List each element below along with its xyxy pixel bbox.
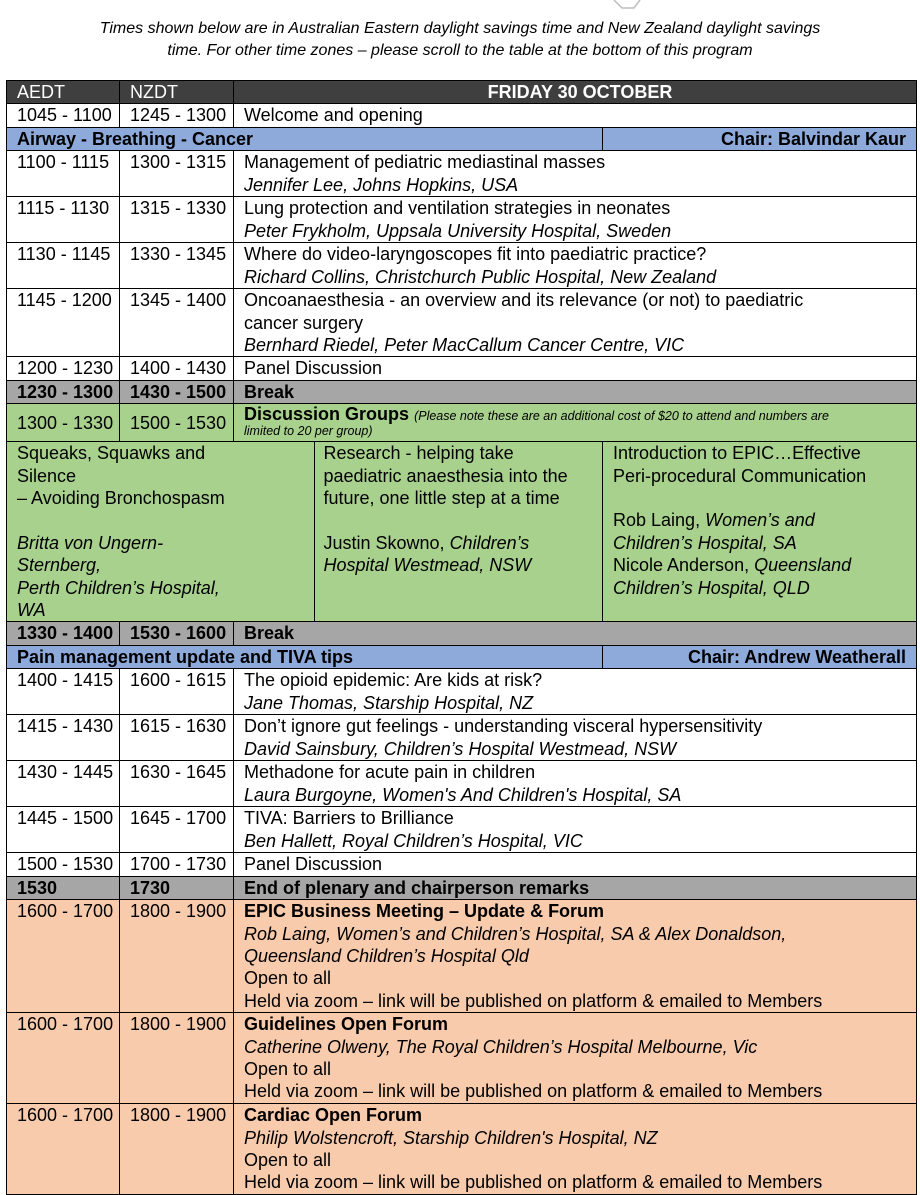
break-row bbox=[7, 622, 917, 645]
nzdt-time: 1300 - 1315 bbox=[120, 151, 234, 197]
talk-cell bbox=[234, 807, 917, 853]
program-table bbox=[6, 80, 917, 1195]
program-row bbox=[7, 289, 917, 357]
timezone-note bbox=[0, 18, 920, 62]
forum-open: Open to all bbox=[244, 1149, 332, 1170]
aedt-time: 1530 bbox=[7, 876, 120, 899]
header-row bbox=[7, 81, 917, 104]
session-chair: Chair: Balvindar Kaur bbox=[603, 127, 917, 150]
talk-title: TIVA: Barriers to Brilliance bbox=[244, 808, 454, 829]
forum-cell bbox=[234, 900, 917, 1013]
nzdt-time: 1330 - 1345 bbox=[120, 243, 234, 289]
talk-cell bbox=[234, 197, 917, 243]
aedt-time: 1300 - 1330 bbox=[7, 404, 120, 442]
nzdt-time: 1800 - 1900 bbox=[120, 1104, 234, 1195]
talk-speaker: Jane Thomas, Starship Hospital, NZ bbox=[244, 692, 534, 713]
nzdt-time: 1245 - 1300 bbox=[120, 104, 234, 127]
aedt-time: 1500 - 1530 bbox=[7, 853, 120, 876]
nzdt-header: NZDT bbox=[120, 81, 234, 104]
aedt-time: 1145 - 1200 bbox=[7, 289, 120, 357]
group-1-title: Squeaks, Squawks and Silence bbox=[17, 443, 206, 486]
nzdt-time: 1600 - 1615 bbox=[120, 669, 234, 715]
nzdt-time: 1400 - 1430 bbox=[120, 357, 234, 380]
talk-cell bbox=[234, 715, 917, 761]
nzdt-time: 1630 - 1645 bbox=[120, 761, 234, 807]
timezone-note-line2: time. For other time zones – please scroll to the table at the bottom of this program bbox=[167, 42, 753, 59]
aedt-time: 1100 - 1115 bbox=[7, 151, 120, 197]
forum-row bbox=[7, 1104, 917, 1195]
nzdt-time: 1615 - 1630 bbox=[120, 715, 234, 761]
forum-title: EPIC Business Meeting – Update & Forum bbox=[244, 901, 605, 922]
session-chair: Chair: Andrew Weatherall bbox=[603, 645, 917, 668]
program-row bbox=[7, 669, 917, 715]
nzdt-time: 1530 - 1600 bbox=[120, 622, 234, 645]
group-3-speaker-2-hospital: Children’s Hospital, QLD bbox=[613, 577, 810, 598]
session-title: Panel Discussion bbox=[234, 357, 917, 380]
forum-zoom-note: Held via zoom – link will be published on platform & emailed to Members bbox=[244, 990, 823, 1011]
group-1-title-continued: – Avoiding Bronchospasm bbox=[17, 488, 225, 509]
nzdt-time: 1430 - 1500 bbox=[120, 380, 234, 403]
group-3-speaker: Rob Laing, Women’s and bbox=[613, 510, 815, 531]
forum-row bbox=[7, 1013, 917, 1104]
group-1 bbox=[7, 442, 234, 622]
talk-speaker: Ben Hallett, Royal Children’s Hospital, VIC bbox=[244, 830, 583, 851]
nzdt-time: 1800 - 1900 bbox=[120, 1013, 234, 1104]
talk-speaker: Richard Collins, Christchurch Public Hospital, New Zealand bbox=[244, 266, 717, 287]
talk-cell bbox=[234, 151, 917, 197]
talk-title: Where do video-laryngoscopes fit into paediatric practice? bbox=[244, 244, 707, 265]
program-row bbox=[7, 151, 917, 197]
talk-speaker: Peter Frykholm, Uppsala University Hospital, Sweden bbox=[244, 220, 672, 241]
forum-title: Cardiac Open Forum bbox=[244, 1105, 423, 1126]
end-row bbox=[7, 876, 917, 899]
group-2-title-continued: future, one little step at a time bbox=[323, 488, 560, 509]
group-2-title-continued: paediatric anaesthesia into the bbox=[323, 465, 568, 486]
timezone-note-line1: Times shown below are in Australian Eastern daylight savings time and New Zealand daylight savings bbox=[99, 20, 821, 37]
session-name: Pain management update and TIVA tips bbox=[7, 645, 603, 668]
forum-speaker: Philip Wolstencroft, Starship Children's Hospital, NZ bbox=[244, 1127, 658, 1148]
talk-cell bbox=[234, 289, 917, 357]
nzdt-time: 1315 - 1330 bbox=[120, 197, 234, 243]
talk-title: Methadone for acute pain in children bbox=[244, 762, 536, 783]
group-1-speaker: Britta von Ungern-Sternberg, bbox=[17, 532, 164, 576]
talk-speaker: Jennifer Lee, Johns Hopkins, USA bbox=[244, 174, 519, 195]
discussion-groups-row bbox=[7, 442, 917, 622]
talk-title: Oncoanaesthesia - an overview and its relevance (or not) to paediatric bbox=[244, 290, 804, 311]
group-2 bbox=[234, 442, 603, 622]
aedt-time: 1045 - 1100 bbox=[7, 104, 120, 127]
forum-speaker: Rob Laing, Women’s and Children’s Hospital, SA & Alex Donaldson, bbox=[244, 923, 787, 944]
talk-title: Lung protection and ventilation strategies in neonates bbox=[244, 198, 671, 219]
break-label: Break bbox=[234, 622, 917, 645]
forum-open: Open to all bbox=[244, 1058, 332, 1079]
aedt-time: 1600 - 1700 bbox=[7, 900, 120, 1013]
break-row bbox=[7, 380, 917, 403]
group-3 bbox=[603, 442, 917, 622]
nzdt-time: 1730 bbox=[120, 876, 234, 899]
end-label: End of plenary and chairperson remarks bbox=[234, 876, 917, 899]
forum-cell bbox=[234, 1013, 917, 1104]
talk-speaker: David Sainsbury, Children’s Hospital Westmead, NSW bbox=[244, 738, 677, 759]
talk-speaker: Laura Burgoyne, Women's And Children's Hospital, SA bbox=[244, 784, 682, 805]
program-row bbox=[7, 357, 917, 380]
session-title: Welcome and opening bbox=[234, 104, 917, 127]
aedt-time: 1130 - 1145 bbox=[7, 243, 120, 289]
aedt-time: 1445 - 1500 bbox=[7, 807, 120, 853]
group-3-title-continued: Peri-procedural Communication bbox=[613, 465, 867, 486]
forum-title: Guidelines Open Forum bbox=[244, 1014, 449, 1035]
program-row bbox=[7, 853, 917, 876]
talk-title: The opioid epidemic: Are kids at risk? bbox=[244, 670, 543, 691]
group-2-title: Research - helping take bbox=[323, 443, 514, 464]
aedt-time: 1230 - 1300 bbox=[7, 380, 120, 403]
aedt-time: 1600 - 1700 bbox=[7, 1013, 120, 1104]
group-3-title: Introduction to EPIC…Effective bbox=[613, 443, 861, 464]
program-row bbox=[7, 243, 917, 289]
program-row bbox=[7, 715, 917, 761]
aedt-time: 1430 - 1445 bbox=[7, 761, 120, 807]
talk-cell bbox=[234, 243, 917, 289]
group-1-speaker-hospital: Perth Children’s Hospital, WA bbox=[17, 577, 220, 621]
discussion-cell bbox=[234, 404, 917, 442]
discussion-note-continued: limited to 20 per group) bbox=[244, 424, 373, 439]
program-row bbox=[7, 807, 917, 853]
talk-title: Management of pediatric mediastinal masses bbox=[244, 152, 606, 173]
forum-open: Open to all bbox=[244, 968, 332, 989]
break-label: Break bbox=[234, 380, 917, 403]
aedt-time: 1115 - 1130 bbox=[7, 197, 120, 243]
forum-speaker-continued: Queensland Children’s Hospital Qld bbox=[244, 945, 529, 966]
program-row bbox=[7, 761, 917, 807]
aedt-time: 1330 - 1400 bbox=[7, 622, 120, 645]
program-row bbox=[7, 197, 917, 243]
group-3-speaker-2: Nicole Anderson, Queensland bbox=[613, 555, 852, 576]
talk-title-continued: cancer surgery bbox=[244, 312, 364, 333]
group-2-speaker: Justin Skowno, Children’s bbox=[323, 532, 530, 553]
nzdt-time: 1345 - 1400 bbox=[120, 289, 234, 357]
forum-row bbox=[7, 900, 917, 1013]
forum-zoom-note: Held via zoom – link will be published on platform & emailed to Members bbox=[244, 1081, 823, 1102]
nzdt-time: 1500 - 1530 bbox=[120, 404, 234, 442]
forum-cell bbox=[234, 1104, 917, 1195]
session-title: Panel Discussion bbox=[234, 853, 917, 876]
session-header-row bbox=[7, 127, 917, 150]
nzdt-time: 1700 - 1730 bbox=[120, 853, 234, 876]
group-2-speaker-hospital: Hospital Westmead, NSW bbox=[323, 555, 532, 576]
session-header-row bbox=[7, 645, 917, 668]
talk-title: Don’t ignore gut feelings - understanding visceral hypersensitivity bbox=[244, 716, 763, 737]
aedt-time: 1415 - 1430 bbox=[7, 715, 120, 761]
aedt-time: 1600 - 1700 bbox=[7, 1104, 120, 1195]
group-3-speaker-hospital: Children’s Hospital, SA bbox=[613, 532, 797, 553]
decorative-mark bbox=[612, 0, 642, 10]
forum-speaker: Catherine Olweny, The Royal Children’s Hospital Melbourne, Vic bbox=[244, 1036, 758, 1057]
discussion-title: Discussion Groups bbox=[244, 404, 410, 425]
talk-cell bbox=[234, 669, 917, 715]
talk-speaker: Bernhard Riedel, Peter MacCallum Cancer Centre, VIC bbox=[244, 335, 685, 356]
aedt-time: 1200 - 1230 bbox=[7, 357, 120, 380]
nzdt-time: 1645 - 1700 bbox=[120, 807, 234, 853]
aedt-header: AEDT bbox=[7, 81, 120, 104]
discussion-note: (Please note these are an additional cost of $20 to attend and numbers are bbox=[414, 409, 829, 424]
talk-cell bbox=[234, 761, 917, 807]
nzdt-time: 1800 - 1900 bbox=[120, 900, 234, 1013]
day-header: FRIDAY 30 OCTOBER bbox=[234, 81, 917, 104]
discussion-row bbox=[7, 404, 917, 442]
forum-zoom-note: Held via zoom – link will be published on platform & emailed to Members bbox=[244, 1172, 823, 1193]
program-row bbox=[7, 104, 917, 127]
aedt-time: 1400 - 1415 bbox=[7, 669, 120, 715]
session-name: Airway - Breathing - Cancer bbox=[7, 127, 603, 150]
